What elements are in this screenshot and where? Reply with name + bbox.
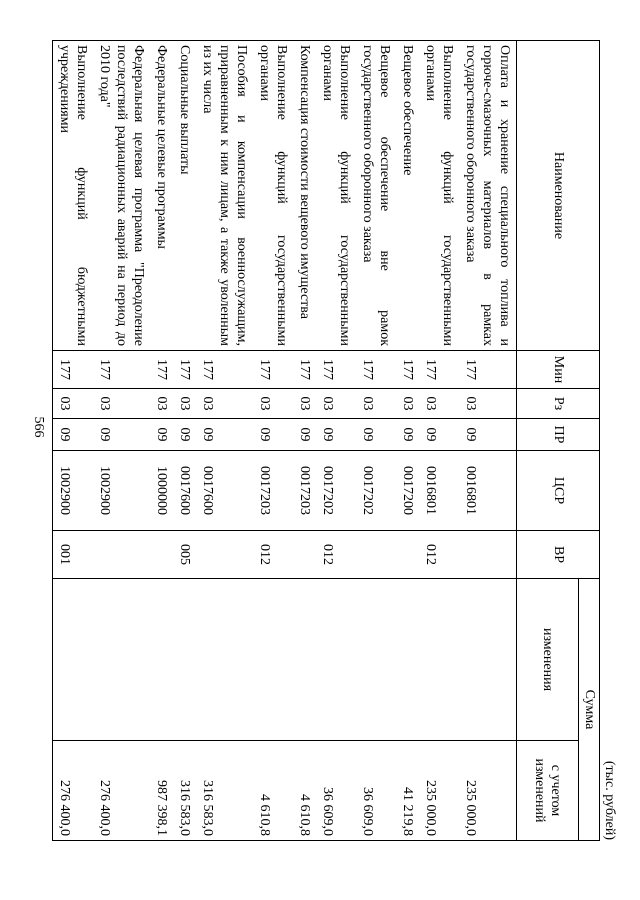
row-csr: 1000000 (150, 451, 173, 531)
row-pr: 09 (173, 419, 196, 451)
row-rz: 03 (459, 389, 517, 419)
row-with-changes: 4 610,8 (293, 741, 316, 841)
row-with-changes: 276 400,0 (93, 741, 150, 841)
row-changes (253, 579, 293, 741)
row-csr: 0017202 (316, 451, 356, 531)
header-rz: Рз (517, 389, 600, 419)
row-name: Выполнение функций бюджетными учреждениями (53, 41, 94, 351)
table-row (293, 41, 316, 841)
row-with-changes: 36 609,0 (316, 741, 356, 841)
row-vr (196, 531, 253, 579)
row-vr (93, 531, 150, 579)
rotated-document-page (20, 40, 620, 840)
header-changes: изменения (517, 579, 579, 741)
row-min: 177 (93, 351, 150, 389)
row-with-changes: 36 609,0 (356, 741, 396, 841)
row-vr: 012 (419, 531, 459, 579)
row-rz: 03 (196, 389, 253, 419)
row-with-changes: 987 398,1 (150, 741, 173, 841)
row-min: 177 (293, 351, 316, 389)
row-pr: 09 (316, 419, 356, 451)
row-csr: 0017600 (173, 451, 196, 531)
row-vr (150, 531, 173, 579)
row-name: Компенсация стоимости вещевого имущества (293, 41, 316, 351)
header-csr: ЦСР (517, 451, 600, 531)
row-rz: 03 (293, 389, 316, 419)
row-pr: 09 (253, 419, 293, 451)
row-rz: 03 (173, 389, 196, 419)
header-with-changes: с учетом изменений (517, 741, 579, 841)
row-changes (150, 579, 173, 741)
row-changes (53, 579, 94, 741)
row-vr: 001 (53, 531, 94, 579)
row-csr: 0017202 (356, 451, 396, 531)
row-name: Федеральная целевая программа "Преодоление последствий радиационных аварий на период до 2010 года" (93, 41, 150, 351)
row-name: Выполнение функций государственными органами (316, 41, 356, 351)
row-changes (316, 579, 356, 741)
row-pr: 09 (293, 419, 316, 451)
table-row (150, 41, 173, 841)
row-pr: 09 (53, 419, 94, 451)
units-label: (тыс. рублей) (602, 760, 617, 840)
table-row (93, 41, 150, 841)
table-row (396, 41, 419, 841)
table-row (173, 41, 196, 841)
row-pr: 09 (150, 419, 173, 451)
row-vr: 012 (253, 531, 293, 579)
row-pr: 09 (396, 419, 419, 451)
row-min: 177 (196, 351, 253, 389)
row-name: Вещевое обеспечение (396, 41, 419, 351)
row-min: 177 (53, 351, 94, 389)
row-csr: 0017200 (396, 451, 419, 531)
row-pr: 09 (356, 419, 396, 451)
header-sum: Сумма (579, 579, 600, 841)
row-rz: 03 (253, 389, 293, 419)
row-rz: 03 (53, 389, 94, 419)
row-changes (356, 579, 396, 741)
row-vr: 005 (173, 531, 196, 579)
table-row (419, 41, 459, 841)
row-min: 177 (316, 351, 356, 389)
row-rz: 03 (356, 389, 396, 419)
row-csr: 0017203 (253, 451, 293, 531)
row-pr: 09 (93, 419, 150, 451)
row-with-changes: 276 400,0 (53, 741, 94, 841)
row-changes (419, 579, 459, 741)
row-rz: 03 (419, 389, 459, 419)
row-with-changes: 4 610,8 (253, 741, 293, 841)
row-vr (459, 531, 517, 579)
row-min: 177 (459, 351, 517, 389)
row-name: Вещевое обеспечение вне рамок государственного оборонного заказа (356, 41, 396, 351)
row-vr (293, 531, 316, 579)
row-csr: 0017600 (196, 451, 253, 531)
row-csr: 0016801 (419, 451, 459, 531)
table-row (459, 41, 517, 841)
row-with-changes: 235 000,0 (459, 741, 517, 841)
budget-table (52, 40, 600, 841)
row-csr: 0016801 (459, 451, 517, 531)
row-changes (93, 579, 150, 741)
row-min: 177 (253, 351, 293, 389)
table-row (356, 41, 396, 841)
row-rz: 03 (396, 389, 419, 419)
row-changes (196, 579, 253, 741)
row-rz: 03 (316, 389, 356, 419)
row-name: Федеральные целевые программы (150, 41, 173, 351)
table-row (316, 41, 356, 841)
row-changes (173, 579, 196, 741)
row-csr: 1002900 (53, 451, 94, 531)
row-csr: 0017203 (293, 451, 316, 531)
row-name: Пособия и компенсации военнослужащим, приравненным к ним лицам, а также уволенным из их числа (196, 41, 253, 351)
row-with-changes: 41 219,8 (396, 741, 419, 841)
row-min: 177 (356, 351, 396, 389)
row-csr: 1002900 (93, 451, 150, 531)
row-name: Оплата и хранение специального топлива и горюче-смазочных материалов в рамках государственного оборонного заказа (459, 41, 517, 351)
row-with-changes: 316 583,0 (173, 741, 196, 841)
table-row (53, 41, 94, 841)
row-name: Социальные выплаты (173, 41, 196, 351)
table-row (196, 41, 253, 841)
row-name: Выполнение функций государственными органами (253, 41, 293, 351)
row-min: 177 (419, 351, 459, 389)
row-rz: 03 (150, 389, 173, 419)
header-name: Наименование (517, 41, 600, 351)
row-changes (293, 579, 316, 741)
row-vr: 012 (316, 531, 356, 579)
row-min: 177 (173, 351, 196, 389)
row-min: 177 (396, 351, 419, 389)
row-with-changes: 235 000,0 (419, 741, 459, 841)
row-vr (396, 531, 419, 579)
row-pr: 09 (196, 419, 253, 451)
header-min: Мин (517, 351, 600, 389)
row-vr (356, 531, 396, 579)
row-changes (396, 579, 419, 741)
row-with-changes: 316 583,0 (196, 741, 253, 841)
header-pr: ПР (517, 419, 600, 451)
header-vr: ВР (517, 531, 600, 579)
row-changes (459, 579, 517, 741)
header-row-1 (579, 41, 600, 841)
row-pr: 09 (459, 419, 517, 451)
table-row (253, 41, 293, 841)
row-rz: 03 (93, 389, 150, 419)
row-pr: 09 (419, 419, 459, 451)
row-min: 177 (150, 351, 173, 389)
row-name: Выполнение функций государственными органами (419, 41, 459, 351)
page-number: 566 (31, 416, 46, 438)
